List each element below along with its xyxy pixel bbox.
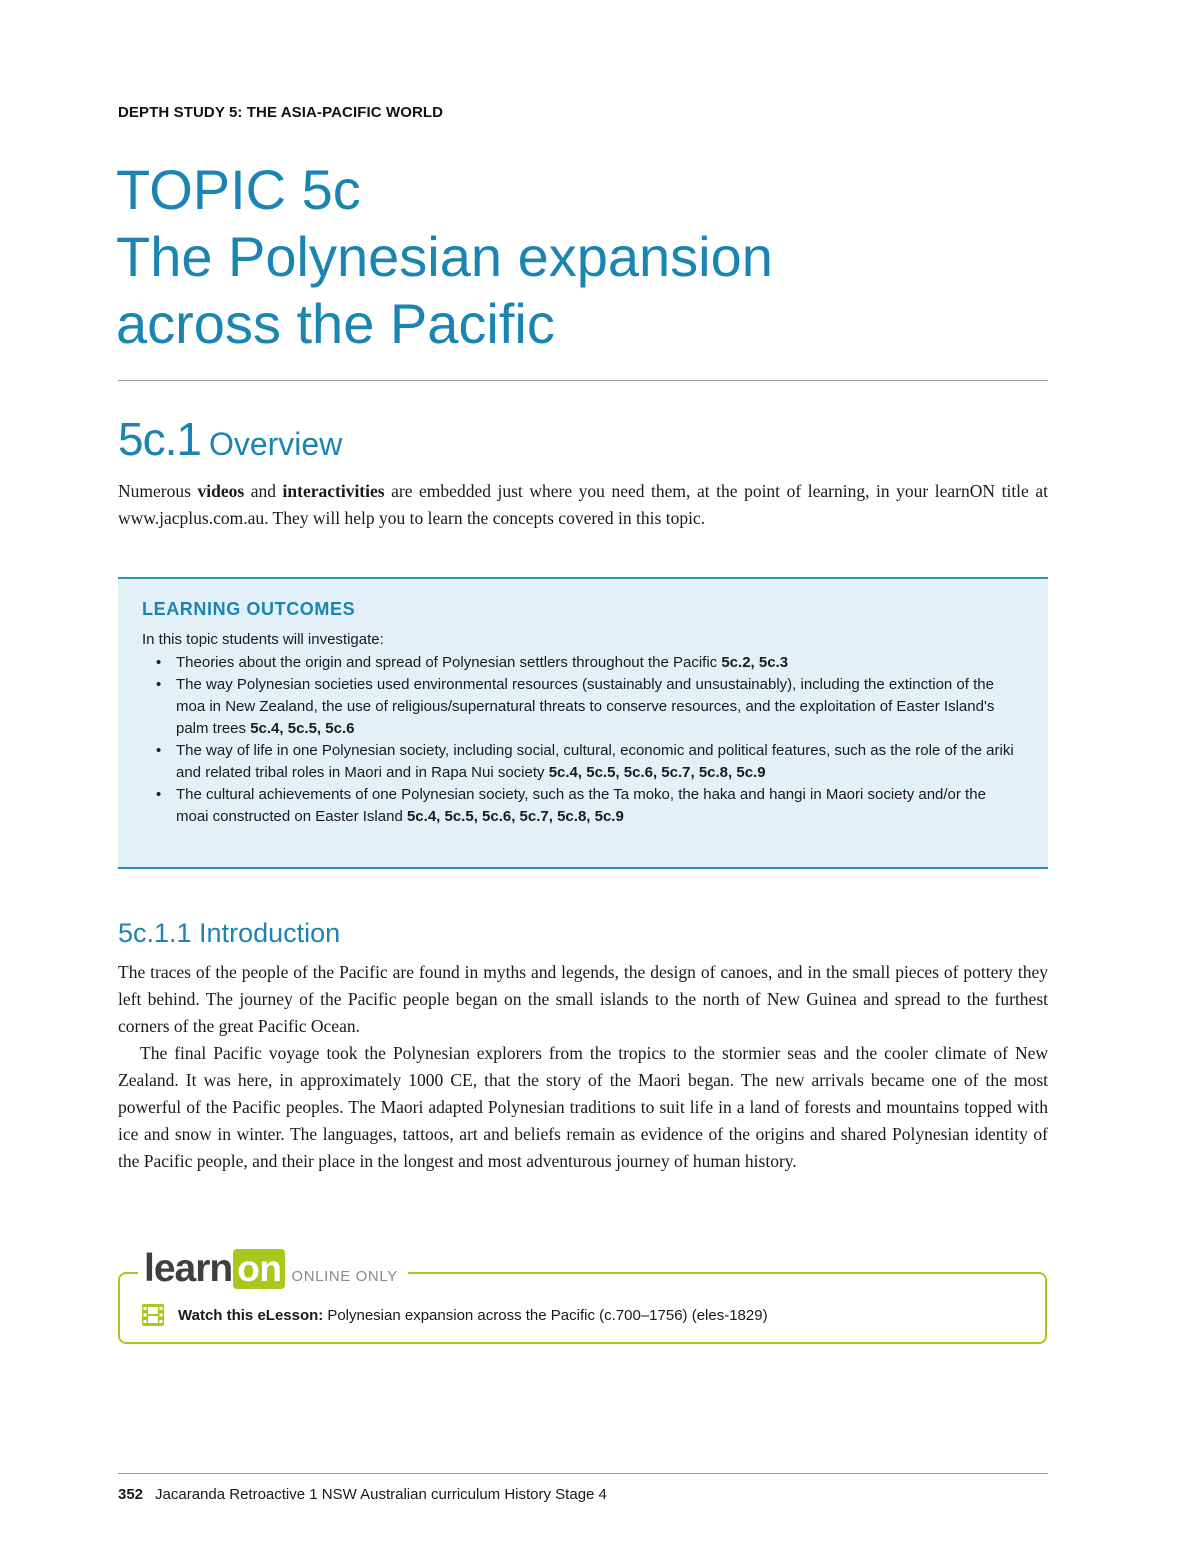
topic-title-line-1: TOPIC 5c [116, 158, 361, 221]
film-icon [142, 1304, 164, 1326]
learning-outcomes-intro: In this topic students will investigate: [142, 631, 384, 648]
page-footer [118, 1486, 607, 1503]
book-title: Jacaranda Retroactive 1 NSW Australian curriculum History Stage 4 [155, 1486, 607, 1503]
learning-outcome-item [142, 784, 1022, 828]
overview-bold-videos: videos [197, 481, 245, 501]
learning-outcome-refs: 5c.2, 5c.3 [721, 654, 789, 671]
overview-paragraph [118, 478, 1048, 532]
learning-outcomes-list [142, 652, 1022, 828]
overview-section-number: 5c.1 [118, 413, 201, 465]
introduction-body [118, 959, 1048, 1175]
topic-title-line-3: across the Pacific [116, 292, 555, 355]
bullet-icon: • [156, 676, 162, 693]
learning-outcomes-box [118, 577, 1048, 869]
online-only-label: ONLINE ONLY [291, 1268, 398, 1285]
learning-outcome-text: Theories about the origin and spread of Polynesian settlers throughout the Pacific [176, 654, 722, 671]
learning-outcome-text: The way Polynesian societies used environmental resources (sustainably and unsustainably), including the extinction of the moa in New Zealand, the use of religious/supernatural threats to conserve resources, and the exploitation of Easter Island's palm trees [176, 676, 995, 737]
introduction-paragraph-2: The final Pacific voyage took the Polynesian explorers from the tropics to the stormier seas and the cooler climate of New Zealand. It was here, in approximately 1000 CE, that the story of the Maori began. The new arrivals became one of the most powerful of the Pacific peoples. The Maori adapted Polynesian traditions to suit life in a land of forests and mountains topped with ice and snow in winter. The languages, tattoos, art and beliefs remain as evidence of the origins and shared Polynesian identity of the Pacific people, and their place in the longest and most adventurous journey of human history. [118, 1043, 1048, 1171]
learning-outcome-refs: 5c.4, 5c.5, 5c.6, 5c.7, 5c.8, 5c.9 [406, 808, 624, 825]
topic-title-line-2: The Polynesian expansion [116, 225, 773, 288]
running-head: DEPTH STUDY 5: THE ASIA-PACIFIC WORLD [118, 104, 444, 121]
overview-heading [118, 412, 342, 466]
overview-bold-interactivities: interactivities [282, 481, 385, 501]
elesson-label: Watch this eLesson: [178, 1306, 324, 1324]
learning-outcome-refs: 5c.4, 5c.5, 5c.6 [250, 720, 355, 737]
learning-outcome-text: The cultural achievements of one Polynesian society, such as the Ta moko, the haka and hangi in Maori society and/or the moai constructed on Easter Island [176, 786, 986, 825]
bullet-icon: • [156, 786, 162, 803]
learnon-logo [138, 1248, 408, 1290]
bullet-icon: • [156, 742, 162, 759]
elesson-title[interactable]: Polynesian expansion across the Pacific (c.700–1756) (eles-1829) [327, 1306, 768, 1324]
footer-divider [118, 1473, 1048, 1474]
overview-text-3: are embedded just where you need them, at the point of learning, in your learnON title at www.jacplus.com.au. They will help you to learn the concepts covered in this topic. [118, 481, 1048, 528]
learnon-logo-learn: learn [144, 1247, 233, 1290]
page-number: 352 [118, 1486, 144, 1503]
title-divider [118, 380, 1048, 381]
learning-outcome-text: The way of life in one Polynesian society, including social, cultural, economic and political features, such as the role of the ariki and related tribal roles in Maori and in Rapa Nui society [176, 742, 1014, 781]
introduction-paragraph-1: The traces of the people of the Pacific are found in myths and legends, the design of canoes, and in the small pieces of pottery they left behind. The journey of the Pacific people began on the small islands to the north of New Guinea and spread to the furthest corners of the great Pacific Ocean. [118, 962, 1048, 1036]
elesson-link[interactable] [142, 1304, 768, 1326]
learning-outcomes-title: LEARNING OUTCOMES [142, 599, 356, 619]
topic-title [116, 156, 773, 357]
learning-outcome-item [142, 674, 1022, 740]
learning-outcome-refs: 5c.4, 5c.5, 5c.6, 5c.7, 5c.8, 5c.9 [548, 764, 766, 781]
learning-outcome-item [142, 740, 1022, 784]
overview-text-1: Numerous [118, 481, 198, 501]
introduction-heading: 5c.1.1 Introduction [118, 918, 341, 948]
learnon-logo-on: on [233, 1249, 285, 1289]
learning-outcome-item [142, 652, 1022, 674]
overview-text-2: and [244, 481, 283, 501]
bullet-icon: • [156, 654, 162, 671]
overview-section-title: Overview [208, 426, 343, 462]
